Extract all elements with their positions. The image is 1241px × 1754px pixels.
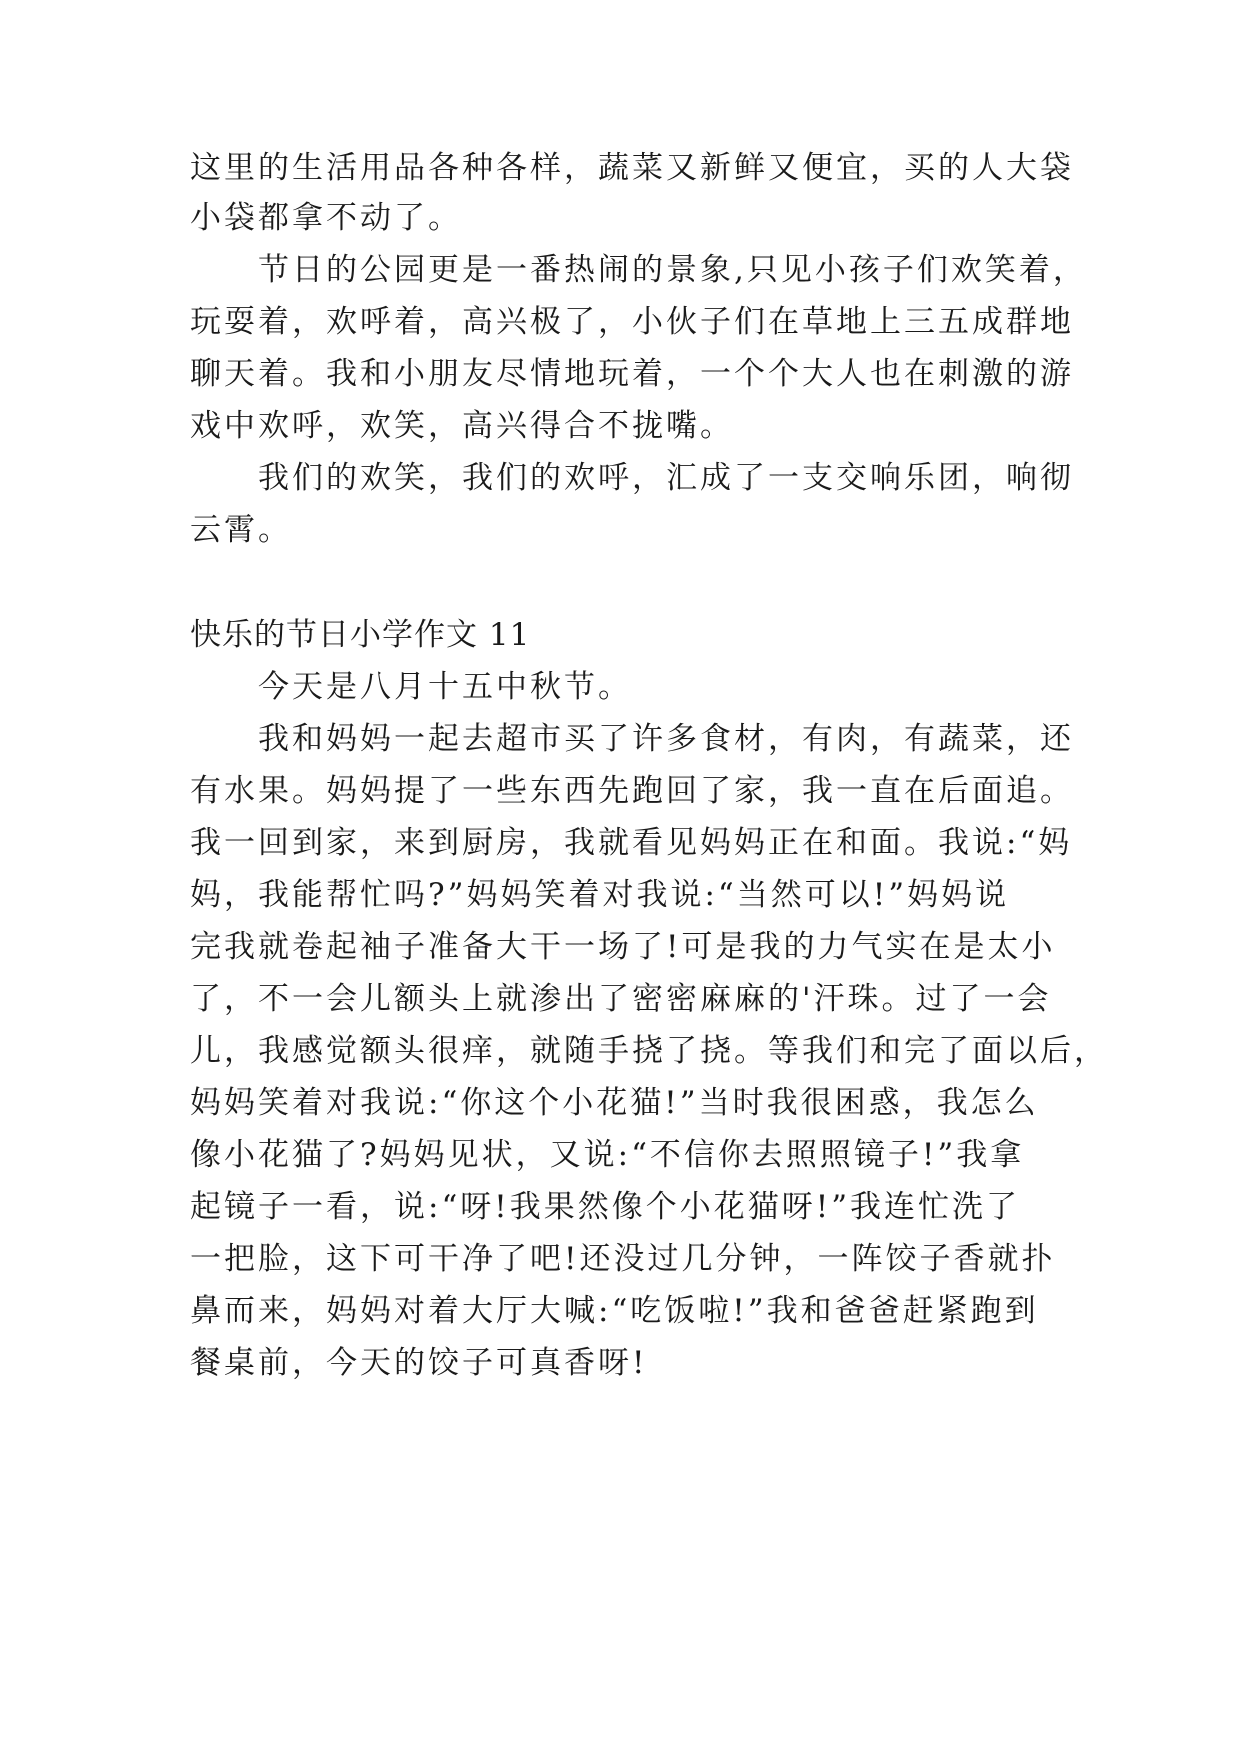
paragraph-start: 我和妈妈一起去超市买了许多食材，有肉，有蔬菜，还 xyxy=(258,721,1074,757)
text-line: 鼻而来，妈妈对着大厅大喊:“吃饭啦!”我和爸爸赶紧跑到 xyxy=(190,1293,1039,1329)
text-line: 有水果。妈妈提了一些东西先跑回了家，我一直在后面追。 xyxy=(190,773,1074,809)
text-line: 儿，我感觉额头很痒，就随手挠了挠。等我们和完了面以后， xyxy=(190,1033,1108,1069)
text-line: 完我就卷起袖子准备大干一场了!可是我的力气实在是太小 xyxy=(190,929,1056,965)
paragraph-start: 节日的公园更是一番热闹的景象,只见小孩子们欢笑着， xyxy=(258,252,1087,288)
text-line: 妈妈笑着对我说:“你这个小花猫!”当时我很困惑，我怎么 xyxy=(190,1085,1039,1121)
text-line: 像小花猫了?妈妈见状，又说:“不信你去照照镜子!”我拿 xyxy=(190,1137,1025,1173)
text-line: 妈，我能帮忙吗?”妈妈笑着对我说:“当然可以!”妈妈说 xyxy=(190,877,1010,913)
paragraph-start: 今天是八月十五中秋节。 xyxy=(258,669,632,705)
text-line: 了，不一会儿额头上就渗出了密密麻麻的'汗珠。过了一会 xyxy=(190,981,1052,1017)
text-line: 起镜子一看，说:“呀!我果然像个小花猫呀!”我连忙洗了 xyxy=(190,1189,1021,1225)
paragraph-start: 我们的欢笑，我们的欢呼，汇成了一支交响乐团，响彻 xyxy=(258,460,1074,496)
section-title: 快乐的节日小学作文 11 xyxy=(190,617,531,653)
text-line: 戏中欢呼，欢笑，高兴得合不拢嘴。 xyxy=(190,408,734,444)
text-line: 聊天着。我和小朋友尽情地玩着，一个个大人也在刺激的游 xyxy=(190,356,1074,392)
text-line: 玩耍着，欢呼着，高兴极了，小伙子们在草地上三五成群地 xyxy=(190,304,1074,340)
text-line: 我一回到家，来到厨房，我就看见妈妈正在和面。我说:“妈 xyxy=(190,825,1073,861)
text-line: 云霄。 xyxy=(190,512,292,548)
text-line: 一把脸，这下可干净了吧!还没过几分钟，一阵饺子香就扑 xyxy=(190,1241,1056,1277)
text-line: 餐桌前，今天的饺子可真香呀! xyxy=(190,1345,648,1381)
text-line: 小袋都拿不动了。 xyxy=(190,200,462,236)
text-line: 这里的生活用品各种各样，蔬菜又新鲜又便宜，买的人大袋 xyxy=(190,150,1074,186)
